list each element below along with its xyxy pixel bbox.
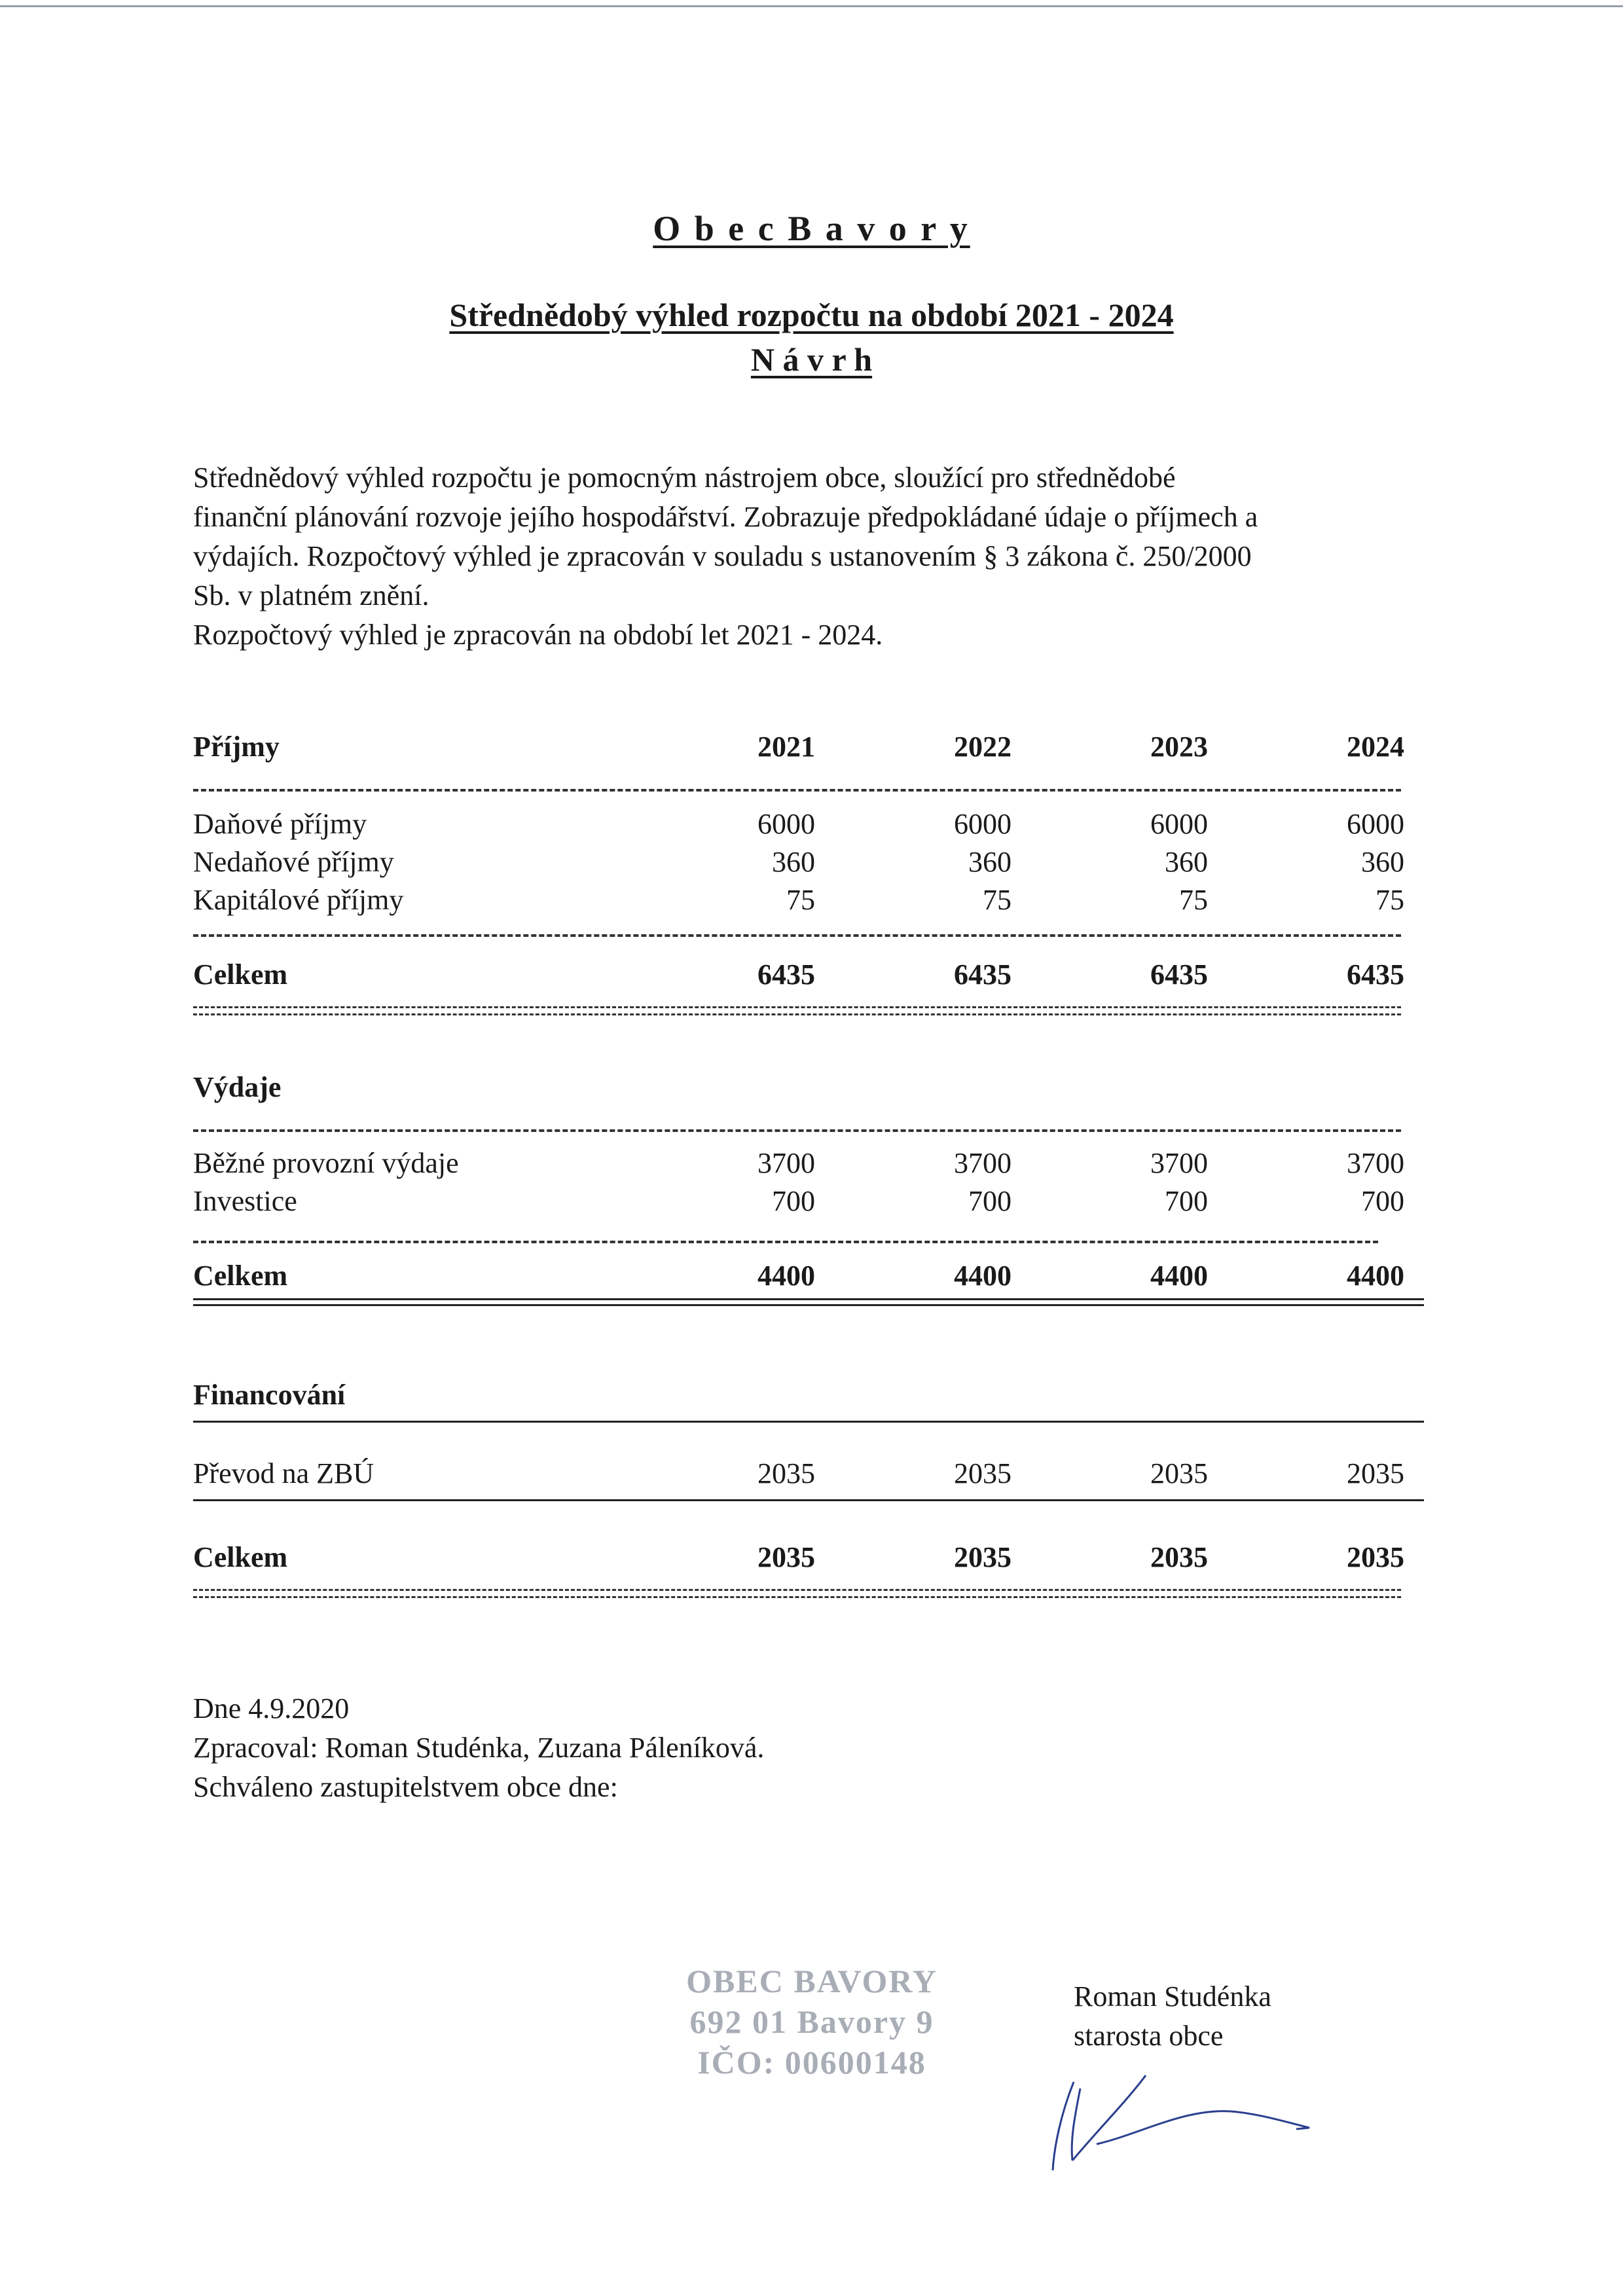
cell-value: 6000 [954, 808, 1012, 840]
cell-value: 75 [1376, 884, 1404, 916]
row-label: Běžné provozní výdaje [193, 1147, 459, 1179]
row-label: Investice [193, 1185, 297, 1217]
cell-value: 360 [1361, 846, 1404, 878]
double-dashed-divider [193, 1006, 1401, 1015]
signer-block [1074, 1977, 1271, 2056]
stamp-line: OBEC BAVORY [686, 1963, 938, 1999]
income-header-row [193, 730, 1404, 769]
cell-value: 3700 [757, 1147, 815, 1179]
total-value: 6435 [757, 958, 815, 991]
signer-name: Roman Studénka [1074, 1980, 1271, 2013]
cell-value: 2035 [1150, 1457, 1208, 1489]
financing-total-row [193, 1540, 1404, 1580]
total-value: 4400 [1347, 1260, 1404, 1292]
cell-value: 700 [968, 1185, 1012, 1217]
dashed-divider [193, 789, 1401, 792]
document-subtitle: N á v r h [750, 341, 873, 378]
table-row [193, 1146, 1404, 1186]
cell-value: 360 [1165, 846, 1208, 878]
cell-value: 75 [1179, 884, 1208, 916]
row-label: Kapitálové příjmy [193, 884, 404, 916]
cell-value: 360 [968, 846, 1012, 878]
year-2024-header: 2024 [1347, 731, 1404, 763]
handwritten-signature [1034, 2062, 1322, 2174]
municipal-stamp [668, 1961, 956, 2083]
table-row [193, 1457, 1404, 1496]
cell-value: 360 [772, 846, 815, 878]
row-label: Převod na ZBÚ [193, 1457, 374, 1489]
solid-divider [193, 1499, 1424, 1501]
total-value: 2035 [1150, 1541, 1208, 1573]
cell-value: 2035 [1347, 1457, 1404, 1489]
intro-line: Střednědový výhled rozpočtu je pomocným nástrojem obce, sloužící pro střednědobé [193, 462, 1176, 494]
total-value: 2035 [954, 1541, 1012, 1573]
scan-top-edge [0, 5, 1623, 7]
year-2022-header: 2022 [954, 731, 1012, 763]
dashed-divider [193, 1241, 1378, 1243]
total-label: Celkem [193, 1541, 288, 1573]
year-2021-header: 2021 [757, 731, 815, 763]
cell-value: 75 [983, 884, 1012, 916]
total-value: 4400 [954, 1260, 1012, 1292]
cell-value: 2035 [954, 1457, 1012, 1489]
cell-value: 700 [1361, 1185, 1404, 1217]
total-value: 6435 [1347, 958, 1404, 991]
intro-line: Rozpočtový výhled je zpracován na období let 2021 - 2024. [193, 619, 883, 651]
table-row [193, 807, 1404, 847]
total-label: Celkem [193, 958, 288, 991]
stamp-line: IČO: 00600148 [697, 2044, 926, 2081]
cell-value: 6000 [1347, 808, 1404, 840]
row-label: Daňové příjmy [193, 808, 367, 840]
double-dashed-divider [193, 1589, 1401, 1598]
income-heading: Příjmy [193, 731, 280, 763]
cell-value: 3700 [1347, 1147, 1404, 1179]
dashed-divider [193, 1129, 1401, 1132]
document-date: Dne 4.9.2020 [193, 1692, 350, 1724]
total-value: 2035 [757, 1541, 815, 1573]
signer-role: starosta obce [1074, 2020, 1224, 2052]
income-total-row [193, 958, 1404, 997]
intro-line: výdajích. Rozpočtový výhled je zpracován v souladu s ustanovením § 3 zákona č. 250/2000 [193, 540, 1252, 572]
expenses-total-row [193, 1259, 1404, 1298]
year-2023-header: 2023 [1150, 731, 1208, 763]
double-solid-divider [193, 1298, 1424, 1306]
cell-value: 6000 [1150, 808, 1208, 840]
total-value: 4400 [1150, 1260, 1208, 1292]
document-title: Střednědobý výhled rozpočtu na období 2021 - 2024 [449, 297, 1174, 333]
intro-paragraph [193, 458, 1437, 655]
municipality-title: O b e c B a v o r y [653, 209, 970, 248]
row-label: Nedaňové příjmy [193, 846, 394, 878]
approval-note: Schváleno zastupitelstvem obce dne: [193, 1771, 618, 1803]
intro-line: Sb. v platném znění. [193, 579, 429, 611]
cell-value: 700 [1165, 1185, 1208, 1217]
expenses-header-row [193, 1070, 1404, 1110]
cell-value: 3700 [954, 1147, 1012, 1179]
table-row [193, 883, 1404, 922]
financing-header-row [193, 1378, 1404, 1417]
cell-value: 2035 [757, 1457, 815, 1489]
cell-value: 700 [772, 1185, 815, 1217]
total-value: 6435 [954, 958, 1012, 991]
cell-value: 75 [786, 884, 815, 916]
budget-table [193, 730, 1404, 1633]
expenses-heading: Výdaje [193, 1071, 282, 1103]
dashed-divider [193, 934, 1401, 937]
total-value: 4400 [757, 1260, 815, 1292]
document-footer [193, 1689, 764, 1807]
total-value: 2035 [1347, 1541, 1404, 1573]
total-value: 6435 [1150, 958, 1208, 991]
intro-line: finanční plánování rozvoje jejího hospodářství. Zobrazuje předpokládané údaje o příjmech a [193, 501, 1258, 533]
cell-value: 3700 [1150, 1147, 1208, 1179]
table-row [193, 1184, 1404, 1224]
prepared-by: Zpracoval: Roman Studénka, Zuzana Páleníková. [193, 1732, 765, 1764]
cell-value: 6000 [757, 808, 815, 840]
financing-heading: Financování [193, 1379, 346, 1411]
stamp-line: 692 01 Bavory 9 [689, 2003, 934, 2040]
table-row [193, 845, 1404, 884]
solid-divider [193, 1421, 1424, 1423]
total-label: Celkem [193, 1260, 288, 1292]
